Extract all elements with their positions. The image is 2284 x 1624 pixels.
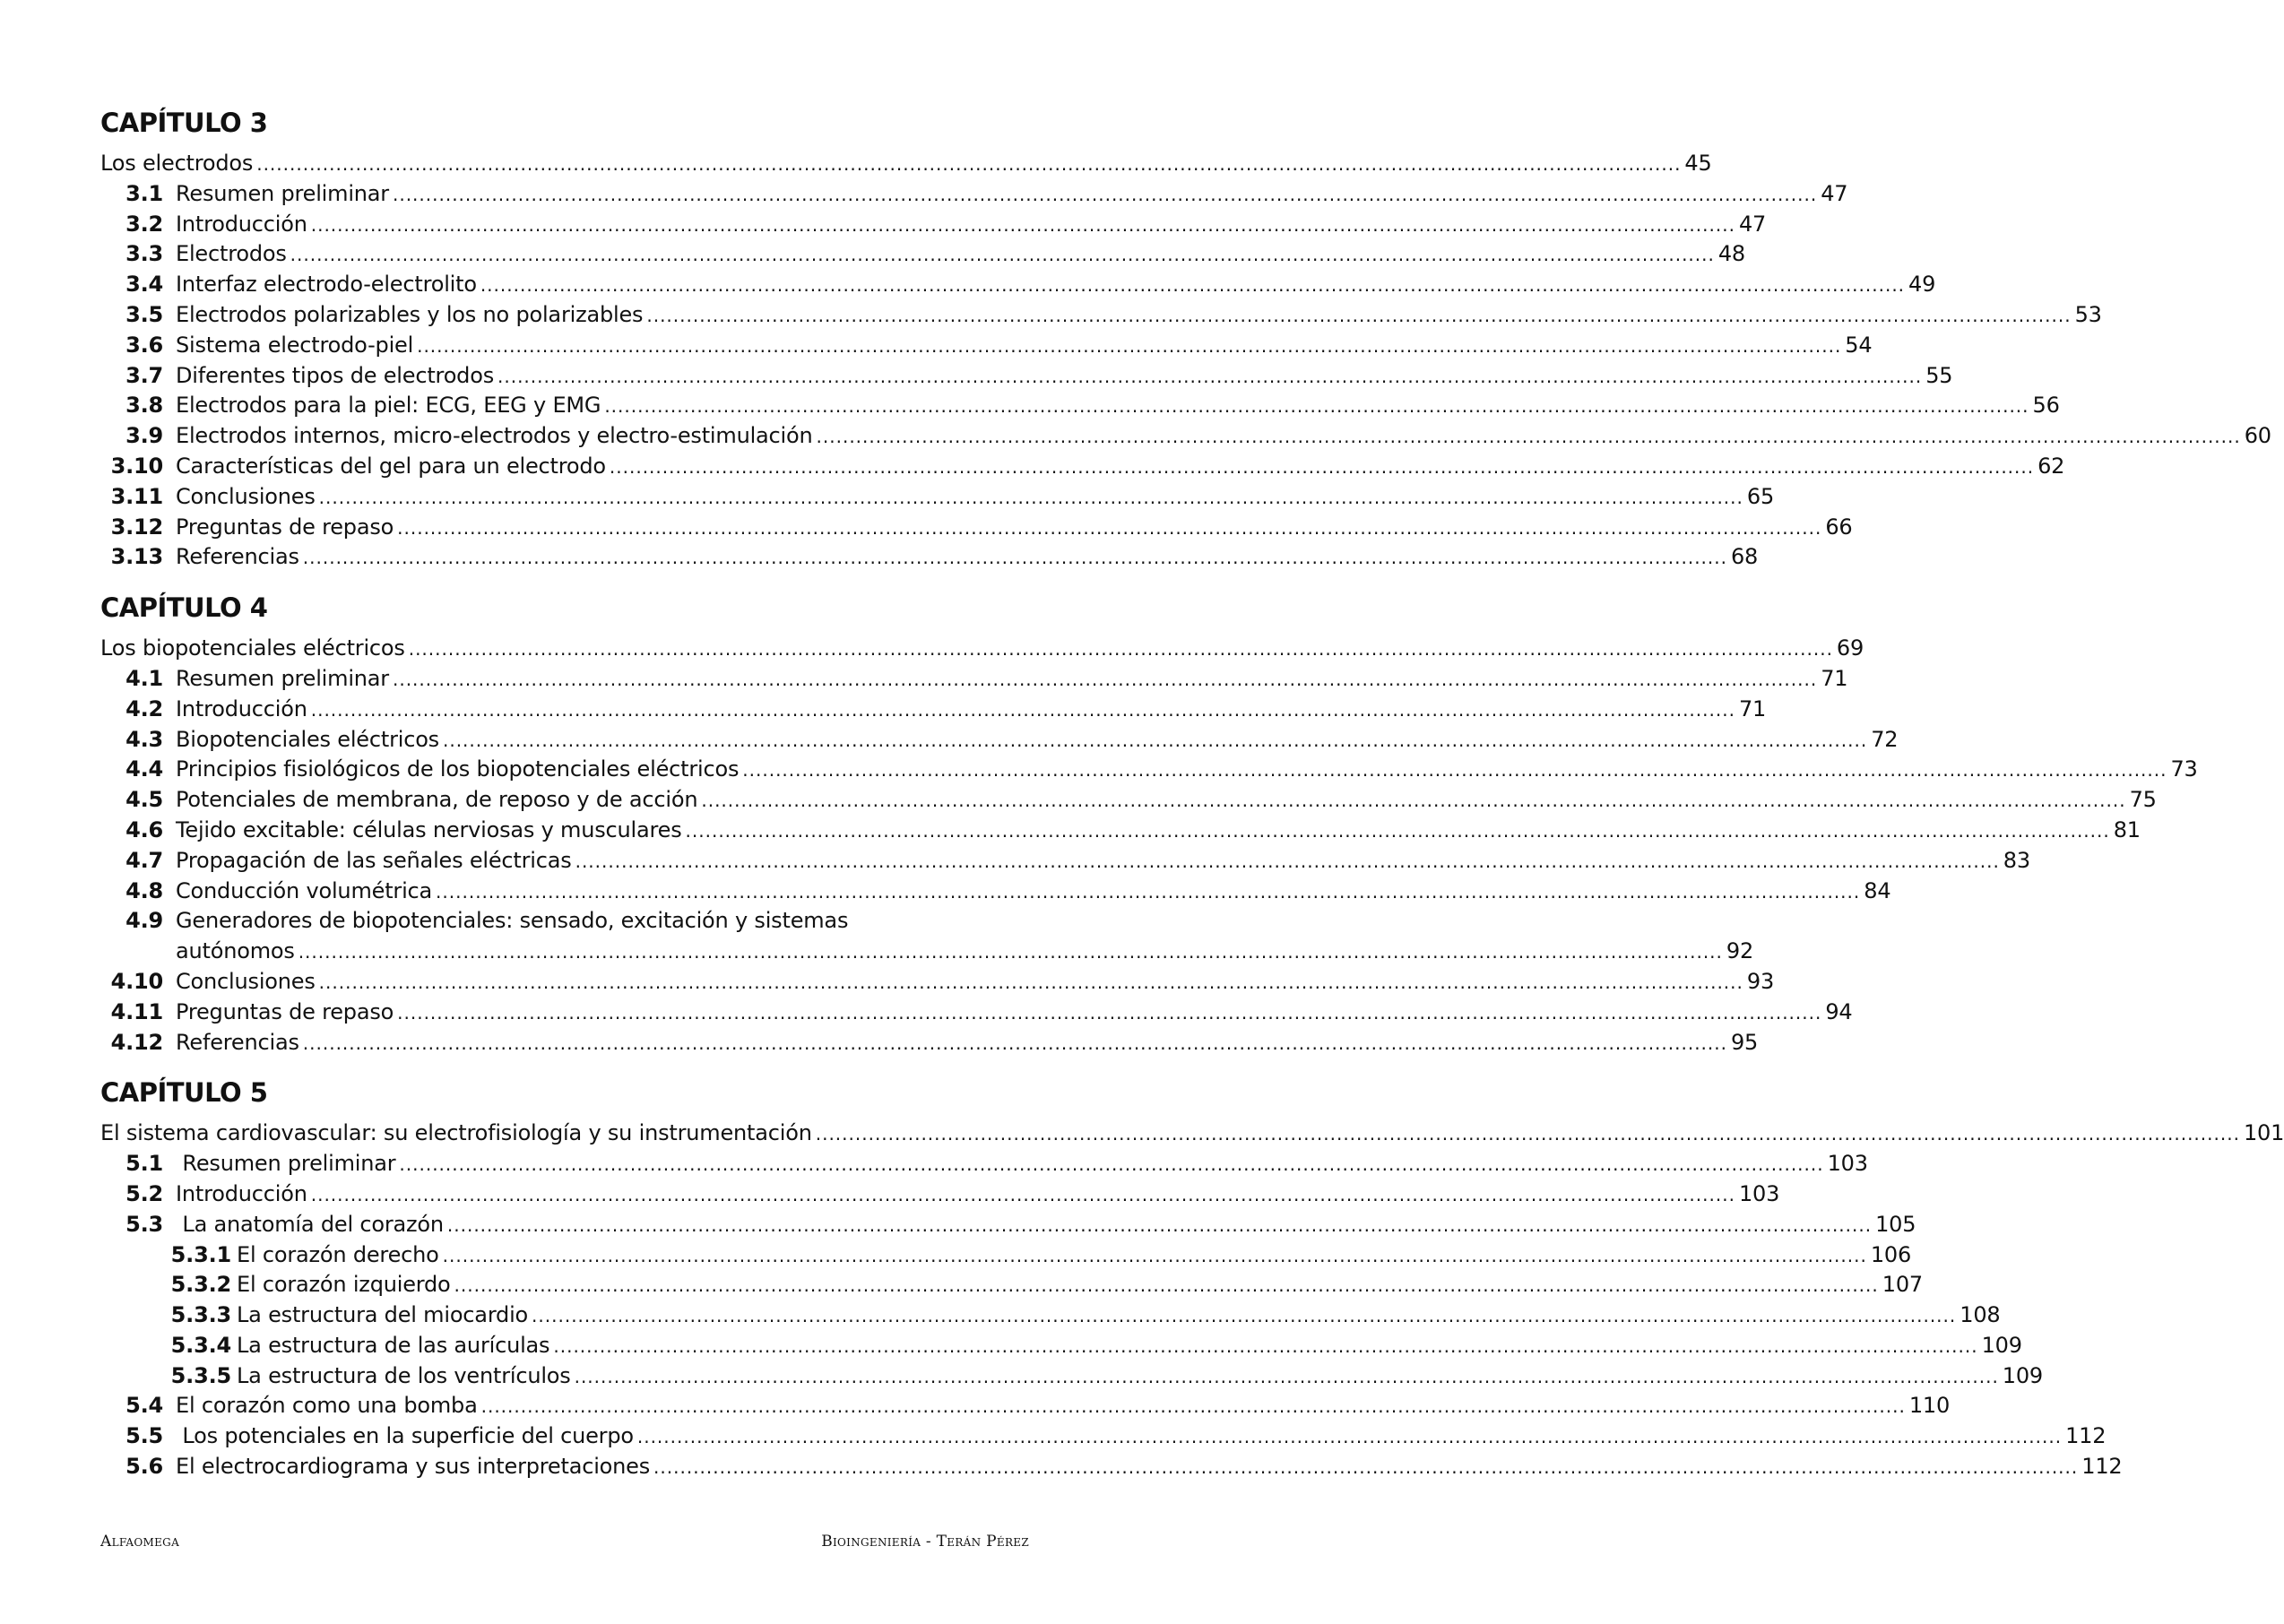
toc-chapter-entry[interactable] [100, 1119, 2284, 1149]
dot-leader [298, 937, 1723, 968]
toc-entry-title: Principios fisiológicos de los biopotenciales eléctricos [176, 756, 740, 782]
toc-section-entry[interactable] [100, 361, 1953, 392]
toc-entry-number: 4.7 [125, 847, 163, 873]
dot-leader [319, 483, 1743, 514]
toc-entry-page: 73 [2170, 756, 2198, 782]
toc-entry-title: Resumen preliminar [176, 665, 389, 691]
toc-entry-number: 3.13 [110, 544, 163, 570]
toc-entry-title: Referencias [176, 1029, 299, 1055]
toc-entry-page: 83 [2003, 847, 2030, 873]
dot-leader [553, 1332, 1977, 1362]
toc-entry-page: 81 [2113, 816, 2141, 842]
dot-leader [575, 1362, 1999, 1393]
toc-entry-title: Introducción [176, 211, 307, 237]
toc-entry-page: 109 [2002, 1362, 2044, 1388]
dot-leader [303, 543, 1727, 574]
toc-entry-page: 101 [2243, 1120, 2284, 1146]
dot-leader [290, 240, 1715, 271]
toc-entry-number: 3.5 [125, 301, 163, 327]
toc-entry-title: Potenciales de membrana, de reposo y de acción [176, 787, 698, 813]
toc-section-entry[interactable] [100, 452, 2065, 482]
toc-entry-number: 3.6 [125, 332, 163, 358]
toc-section-entry[interactable] [100, 1452, 2123, 1482]
dot-leader [637, 1422, 2062, 1453]
toc-entry-title: Los biopotenciales eléctricos [100, 635, 405, 661]
dot-leader [409, 635, 1833, 665]
toc-entry-title: El corazón derecho [237, 1241, 439, 1267]
toc-entry-number: 3.11 [110, 483, 163, 509]
dot-leader [443, 1241, 1867, 1272]
toc-entry-title: Resumen preliminar [176, 1151, 396, 1177]
dot-leader [436, 877, 1860, 908]
dot-leader [256, 150, 1681, 180]
toc-section-entry[interactable] [100, 1179, 1780, 1210]
toc-section-entry[interactable] [100, 846, 2030, 877]
toc-entry-title: Biopotenciales eléctricos [176, 726, 439, 752]
toc-entry-page: 94 [1825, 998, 1853, 1024]
dot-leader [481, 1392, 1906, 1422]
dot-leader [817, 422, 2241, 453]
toc-section-entry[interactable] [100, 695, 1767, 725]
toc-entry-title: Electrodos polarizables y los no polarizables [176, 301, 644, 327]
dot-leader [399, 1150, 1823, 1180]
toc-entry-page: 56 [2032, 393, 2060, 419]
toc-entry-number: 4.5 [125, 787, 163, 813]
chapter-section [100, 1070, 2284, 1482]
dot-leader [311, 695, 1735, 726]
dot-leader [393, 665, 1817, 695]
toc-entry-number: 4.2 [125, 695, 163, 721]
toc-entry-title: Electrodos [176, 241, 287, 267]
toc-entry-number: 5.3.1 [170, 1241, 231, 1267]
toc-entry-page: 48 [1717, 241, 1745, 267]
toc-entry-title: La estructura del miocardio [237, 1302, 529, 1328]
toc-entry-page: 107 [1882, 1272, 1923, 1298]
toc-section-entry[interactable] [100, 998, 1853, 1028]
toc-section-entry[interactable] [100, 1028, 1759, 1058]
toc-section-entry[interactable] [100, 755, 2198, 785]
dot-leader [311, 1180, 1735, 1211]
footer-publisher: Alfaomega [100, 1533, 180, 1551]
toc-entry-page: 71 [1821, 665, 1848, 691]
toc-section-entry[interactable] [100, 542, 1759, 573]
toc-entry-page: 69 [1836, 635, 1864, 661]
dot-leader [417, 332, 1841, 362]
toc-section-entry[interactable] [100, 877, 1891, 907]
chapter-title: CAPÍTULO 4 [100, 592, 268, 624]
toc-section-entry[interactable] [100, 785, 2157, 816]
page-footer [100, 1533, 1029, 1559]
toc-section-entry[interactable] [100, 1391, 1951, 1421]
toc-entry-number: 4.10 [110, 968, 163, 994]
toc-subsubsection-entry[interactable] [100, 1270, 1923, 1300]
dot-leader [480, 271, 1905, 301]
toc-entry-page: 112 [2065, 1423, 2107, 1449]
toc-entry-title: El sistema cardiovascular: su electrofisiología y su instrumentación [100, 1120, 812, 1146]
toc-chapter-entry[interactable] [100, 149, 1712, 179]
chapter-title: CAPÍTULO 3 [100, 108, 268, 138]
toc-subsubsection-entry[interactable] [100, 1300, 2001, 1331]
toc-entry-title: El electrocardiograma y sus interpretaciones [176, 1454, 651, 1480]
toc-entry-title: Características del gel para un electrodo [176, 453, 606, 479]
toc-entry-page: 47 [1738, 211, 1767, 237]
toc-section-entry[interactable] [100, 513, 1853, 543]
dot-leader [397, 514, 1821, 544]
chapter-section [100, 585, 2198, 1058]
toc-entry-number: 3.7 [125, 362, 163, 388]
dot-leader [686, 816, 2110, 847]
toc-entry-title: Los electrodos [100, 151, 254, 176]
toc-entry-page: 49 [1908, 272, 1936, 298]
toc-entry-page: 66 [1825, 514, 1853, 540]
toc-entry-page: 71 [1738, 695, 1767, 721]
toc-section-entry[interactable] [100, 1149, 1868, 1179]
toc-entry-number: 4.6 [125, 816, 163, 842]
toc-entry-title: El corazón izquierdo [237, 1272, 451, 1298]
dot-leader [497, 362, 1922, 393]
toc-entry-page: 62 [2037, 453, 2065, 479]
table-of-contents [100, 100, 2284, 1482]
toc-subsubsection-entry[interactable] [100, 1240, 1912, 1271]
toc-entry-title: Introducción [176, 695, 307, 721]
toc-section-entry[interactable] [100, 664, 1848, 695]
toc-entry-page: 95 [1730, 1029, 1759, 1055]
dot-leader [532, 1301, 1956, 1332]
dot-leader [311, 211, 1735, 241]
toc-entry-page: 108 [1960, 1302, 2001, 1328]
dot-leader [303, 1029, 1727, 1059]
toc-entry-page: 93 [1746, 968, 1775, 994]
toc-entry-number: 5.2 [125, 1180, 163, 1206]
toc-entry-page: 60 [2244, 423, 2271, 449]
toc-entry-title: La anatomía del corazón [176, 1211, 444, 1237]
toc-entry-title: Generadores de biopotenciales: sensado, excitación y sistemas [176, 908, 849, 934]
dot-leader [742, 756, 2167, 786]
toc-section-entry[interactable] [100, 391, 2060, 421]
toc-entry-number: 4.11 [110, 998, 163, 1024]
toc-entry-title: Diferentes tipos de electrodos [176, 362, 494, 388]
toc-entry-title: Preguntas de repaso [176, 998, 394, 1024]
toc-entry-page: 68 [1730, 544, 1759, 570]
toc-entry-page: 84 [1864, 877, 1891, 903]
toc-entry-number: 3.1 [125, 180, 163, 206]
toc-entry-page: 106 [1870, 1241, 1912, 1267]
dot-leader [653, 1453, 2078, 1483]
dot-leader [319, 968, 1743, 998]
toc-entry-page: 112 [2081, 1454, 2123, 1480]
toc-entry-title: Conclusiones [176, 483, 316, 509]
toc-entry-number: 5.3.3 [170, 1302, 231, 1328]
toc-entry-number: 3.8 [125, 393, 163, 419]
toc-subsubsection-entry[interactable] [100, 1361, 2044, 1392]
toc-entry[interactable] [100, 906, 1029, 937]
dot-leader [397, 998, 1821, 1029]
toc-entry-number: 4.9 [125, 908, 163, 934]
toc-entry-number: 3.2 [125, 211, 163, 237]
toc-entry-number: 5.3 [125, 1211, 163, 1237]
toc-entry-continuation[interactable] [100, 937, 1754, 967]
toc-entry-title: Introducción [176, 1180, 307, 1206]
toc-entry-page: 72 [1871, 726, 1899, 752]
dot-leader [454, 1271, 1879, 1301]
toc-entry-title: Conducción volumétrica [176, 877, 433, 903]
toc-entry-title: Electrodos para la piel: ECG, EEG y EMG [176, 393, 601, 419]
toc-entry-number: 4.8 [125, 877, 163, 903]
toc-section-entry[interactable] [100, 300, 2102, 331]
dot-leader [447, 1211, 1872, 1241]
toc-entry-number: 3.12 [110, 514, 163, 540]
toc-section-entry[interactable] [100, 967, 1775, 998]
toc-section-entry[interactable] [100, 1421, 2107, 1452]
toc-entry-number: 5.5 [125, 1423, 163, 1449]
toc-entry-number: 3.4 [125, 272, 163, 298]
toc-entry-number: 4.1 [125, 665, 163, 691]
toc-entry-number: 4.12 [110, 1029, 163, 1055]
toc-entry-title: Propagación de las señales eléctricas [176, 847, 572, 873]
toc-entry-title: Tejido excitable: células nerviosas y musculares [176, 816, 682, 842]
toc-entry-title: Interfaz electrodo-electrolito [176, 272, 477, 298]
toc-section-entry[interactable] [100, 1210, 1916, 1240]
toc-section-entry[interactable] [100, 725, 1899, 756]
toc-section-entry[interactable] [100, 816, 2141, 846]
dot-leader [610, 453, 2034, 483]
toc-section-entry[interactable] [100, 421, 2271, 452]
toc-entry-number: 4.3 [125, 726, 163, 752]
toc-entry-title: La estructura de los ventrículos [237, 1362, 571, 1388]
toc-entry-number: 5.4 [125, 1393, 163, 1419]
toc-entry-number: 3.3 [125, 241, 163, 267]
toc-section-entry[interactable] [100, 270, 1936, 300]
toc-entry-title: Preguntas de repaso [176, 514, 394, 540]
dot-leader [604, 392, 2029, 422]
toc-entry-title: Referencias [176, 544, 299, 570]
toc-entry-number: 4.4 [125, 756, 163, 782]
chapter-title: CAPÍTULO 5 [100, 1077, 268, 1109]
toc-entry-title-continued: autónomos [176, 938, 295, 964]
toc-chapter-entry[interactable] [100, 634, 1864, 664]
toc-section-entry[interactable] [100, 331, 1873, 361]
toc-section-entry[interactable] [100, 210, 1767, 240]
toc-entry-page: 45 [1684, 151, 1712, 176]
dot-leader [575, 847, 2000, 877]
toc-entry-page: 75 [2129, 787, 2157, 813]
dot-leader [393, 180, 1817, 211]
dot-leader [816, 1119, 2240, 1150]
toc-entry-page: 103 [1827, 1151, 1868, 1177]
toc-entry-page: 92 [1726, 938, 1754, 964]
toc-entry-number: 3.10 [110, 453, 163, 479]
toc-entry-page: 65 [1746, 483, 1775, 509]
toc-entry-number: 5.3.2 [170, 1272, 231, 1298]
toc-entry-page: 103 [1738, 1180, 1780, 1206]
toc-entry-number: 3.9 [125, 423, 163, 449]
dot-leader [443, 726, 1867, 756]
toc-subsubsection-entry[interactable] [100, 1331, 2022, 1361]
toc-entry-number: 5.1 [125, 1151, 163, 1177]
dot-leader [646, 301, 2071, 332]
toc-entry-title: Sistema electrodo-piel [176, 332, 414, 358]
toc-entry-page: 47 [1821, 180, 1848, 206]
toc-entry-page: 54 [1845, 332, 1873, 358]
toc-entry-title: El corazón como una bomba [176, 1393, 478, 1419]
dot-leader [701, 786, 2125, 816]
toc-entry-number: 5.6 [125, 1454, 163, 1480]
toc-entry-title: Resumen preliminar [176, 180, 389, 206]
toc-entry-page: 110 [1908, 1393, 1951, 1419]
toc-entry-page: 53 [2074, 301, 2102, 327]
toc-section-entry[interactable] [100, 179, 1848, 210]
toc-entry-number: 5.3.5 [170, 1362, 231, 1388]
toc-entry-page: 109 [1981, 1332, 2022, 1358]
toc-entry-title: Electrodos internos, micro-electrodos y electro-estimulación [176, 423, 813, 449]
toc-section-entry[interactable] [100, 239, 1745, 270]
footer-book-title: Bioingeniería - Terán Pérez [821, 1533, 1029, 1551]
toc-entry-title: Los potenciales en la superficie del cuerpo [176, 1423, 634, 1449]
toc-entry-title: La estructura de las aurículas [237, 1332, 550, 1358]
toc-entry-page: 55 [1925, 362, 1953, 388]
toc-section-entry[interactable] [100, 482, 1775, 513]
toc-entry-title: Conclusiones [176, 968, 316, 994]
toc-entry-number: 5.3.4 [170, 1332, 231, 1358]
chapter-section [100, 100, 2271, 573]
toc-entry-page: 105 [1875, 1211, 1916, 1237]
